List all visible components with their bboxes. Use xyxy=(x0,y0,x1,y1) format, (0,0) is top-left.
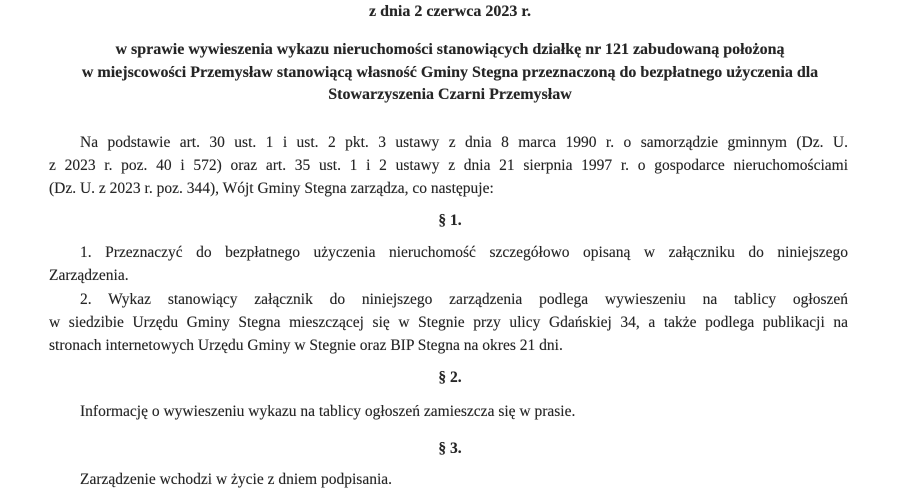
paragraph-line: stronach internetowych Urzędu Gminy w Stegnie oraz BIP Stegna na okres 21 dni. xyxy=(49,337,563,354)
ordinance-subject-title xyxy=(30,39,870,107)
section-1-paragraph-1 xyxy=(49,241,848,287)
paragraph-line: w siedzibie Urzędu Gminy Stegna mieszczącej się w Stegnie przy ulicy Gdańskiej 34, a także podlega publikacji na xyxy=(49,314,848,331)
section-3-paragraph-1 xyxy=(49,468,848,491)
paragraph-line: Zarządzenia. xyxy=(49,267,129,284)
preamble-line-1: Na podstawie art. 30 ust. 1 i ust. 2 pkt. 3 ustawy z dnia 8 marca 1990 r. o samorządzie gminnym (Dz. U. xyxy=(80,134,848,151)
ordinance-date-line: z dnia 2 czerwca 2023 r. xyxy=(368,3,532,20)
preamble-line-2: z 2023 r. poz. 40 i 572) oraz art. 35 ust. 1 i 2 ustawy z dnia 21 sierpnia 1997 r. o gospodarce nieruchomościami xyxy=(49,157,848,174)
title-line-1: w sprawie wywieszenia wykazu nieruchomości stanowiących działkę nr 121 zabudowaną położoną xyxy=(115,41,785,58)
paragraph-line: Informację o wywieszeniu wykazu na tablicy ogłoszeń zamieszcza się w prasie. xyxy=(80,403,576,420)
paragraph-line: 1. Przeznaczyć do bezpłatnego użyczenia nieruchomość szczegółowo opisaną w załączniku do niniejszego xyxy=(80,244,848,261)
title-line-3: Stowarzyszenia Czarni Przemysław xyxy=(328,86,572,103)
section-3-heading: § 3. xyxy=(438,440,462,457)
legal-basis-preamble xyxy=(49,131,848,200)
section-1-heading: § 1. xyxy=(438,212,462,229)
preamble-line-3: (Dz. U. z 2023 r. poz. 344), Wójt Gminy Stegna zarządza, co następuje: xyxy=(49,180,494,197)
paragraph-line: 2. Wykaz stanowiący załącznik do niniejszego zarządzenia podlega wywieszeniu na tablicy ogłoszeń xyxy=(80,291,848,308)
paragraph-line: Zarządzenie wchodzi w życie z dniem podpisania. xyxy=(80,471,393,488)
section-2-paragraph-1 xyxy=(49,400,848,423)
title-line-2: w miejscowości Przemysław stanowiącą własność Gminy Stegna przeznaczoną do bezpłatnego użyczenia dla xyxy=(81,63,819,81)
section-1-paragraph-2 xyxy=(49,288,848,357)
section-2-heading: § 2. xyxy=(438,369,462,386)
